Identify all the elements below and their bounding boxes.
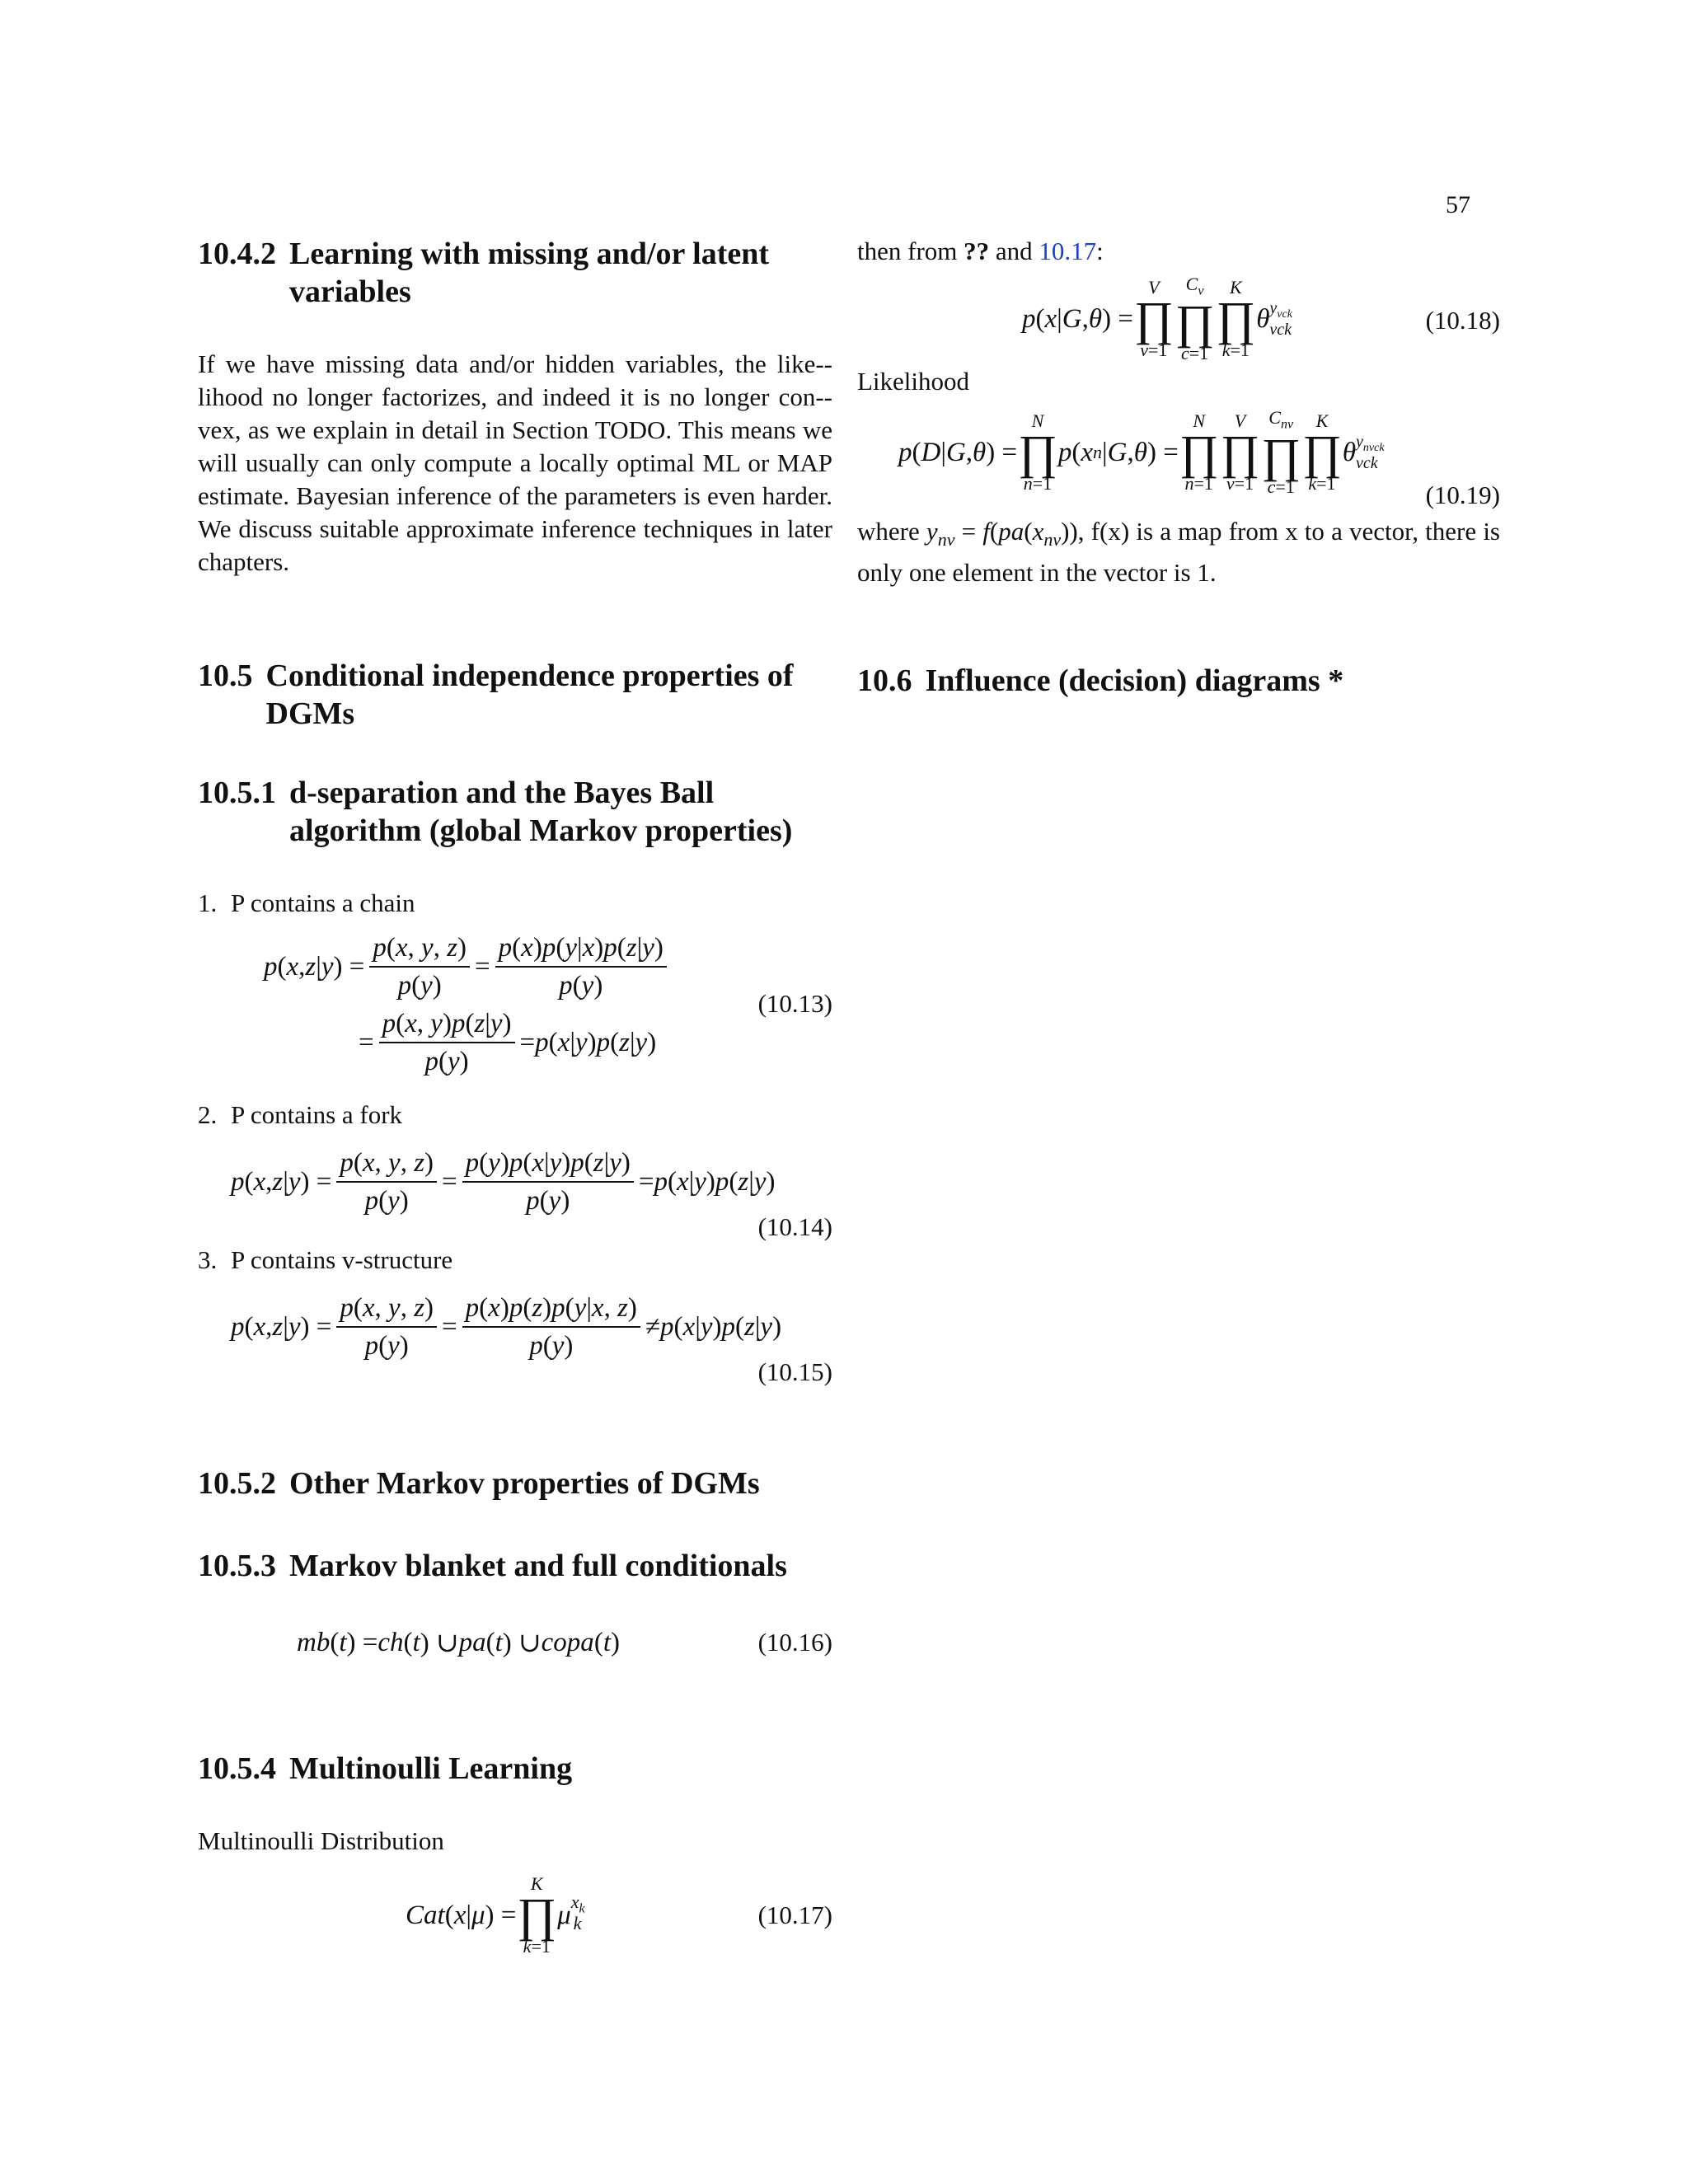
equation-10-15: p ( x , z | y ) = $\frac{p(x, y, z)}{p(y)}$ = $\frac{p(x)p(z)p(y|x, z)}{p(y)}$ ≠ p ( x | y ) p ( z | y ) (10.15) bbox=[231, 1293, 832, 1386]
section-heading-10-5-4 bbox=[198, 1750, 832, 1788]
section-number: 10.6 bbox=[857, 663, 912, 699]
equation-number: (10.14) bbox=[757, 1212, 832, 1241]
multinoulli-label: Multinoulli Distribution bbox=[198, 1826, 444, 1855]
page-number: 57 bbox=[1446, 191, 1470, 218]
equation-10-19: p ( D | G , θ ) = N ∏ n=1 p ( x n | G , θ ) = N ∏ n=1 V ∏ v=1 $C_{nv}$ ∏ c=1 K ∏ k=1 θ $y_{nvck}$ vck (10.19) bbox=[898, 407, 1500, 509]
equation-number: (10.17) bbox=[757, 1900, 832, 1929]
equation-10-16: mb ( t ) = ch ( t ) ∪ pa ( t ) ∪ copa ( t ) (10.16) bbox=[297, 1627, 832, 1658]
section-title: d-separation and the Bayes Ball algorithm (global Markov properties) bbox=[289, 776, 793, 848]
section-title: Multinoulli Learning bbox=[289, 1751, 573, 1786]
list-text: P contains a fork bbox=[231, 1100, 403, 1129]
equation-link-10-17[interactable]: 10.17 bbox=[1039, 237, 1097, 265]
equation-number: (10.16) bbox=[757, 1628, 832, 1657]
section-heading-10-5-2 bbox=[198, 1465, 832, 1502]
equation-number: (10.18) bbox=[1425, 306, 1500, 335]
section-number: 10.5.3 bbox=[198, 1549, 276, 1583]
equation-10-17: Cat ( x | μ ) = K ∏ k=1 μ $^{x_k}$ $_k$ (10.17) bbox=[406, 1873, 832, 1957]
section-heading-10-5-1 bbox=[198, 774, 832, 850]
section-heading-10-5 bbox=[198, 657, 832, 733]
list-item-chain bbox=[198, 887, 832, 920]
section-heading-10-4-2 bbox=[198, 235, 832, 311]
equation-number: (10.19) bbox=[1425, 480, 1500, 509]
list-number: 2. bbox=[198, 1100, 218, 1129]
equation-10-13: p ( x , z | y ) = $\frac{p(x, y, z)}{p(y)}$ = $\frac{p(x)p(y|x)p(z|y)}{p(y)}$ = $\frac{p(x, y)p(z|y)}{p(y)}$ = p ( x | y ) p ( z | y ) (10.13) bbox=[264, 933, 832, 1076]
list-number: 1. bbox=[198, 888, 218, 917]
section-title: Markov blanket and full conditionals bbox=[289, 1549, 787, 1583]
list-number: 3. bbox=[198, 1245, 218, 1274]
section-number: 10.5.4 bbox=[198, 1751, 276, 1786]
list-text: P contains a chain bbox=[231, 888, 415, 917]
paragraph-where: where $y_{nv} = f(pa(x_{nv}))$, f(x) is a map from x to a vector, there is only one element in the vector is 1. bbox=[857, 517, 1500, 588]
list-item-v-structure bbox=[198, 1244, 832, 1277]
equation-number: (10.15) bbox=[757, 1357, 832, 1386]
section-title: Other Markov properties of DGMs bbox=[289, 1466, 760, 1501]
left-column bbox=[198, 235, 832, 1965]
paragraph-missing-data: If we have missing data and/or hidden variables, the like-lihood no longer factorizes, and indeed it is no longer con-vex, as we explain in detail in Section TODO. This means we will usually can only compute a locally optimal ML or MAP estimate. Bayesian inference of the parameters is even harder. We discuss suitable approximate inference techniques in later chapters. bbox=[198, 349, 832, 576]
section-number: 10.4.2 bbox=[198, 237, 276, 271]
list-item-fork bbox=[198, 1099, 832, 1132]
missing-ref: ?? bbox=[964, 237, 990, 265]
equation-10-18: p ( x | G , θ ) = V ∏ v=1 $C_v$ ∏ c=1 K ∏ k=1 θ $y_{vck}$ vck (10.18) bbox=[1022, 274, 1500, 364]
section-title: Influence (decision) diagrams * bbox=[925, 663, 1344, 699]
equation-number: (10.13) bbox=[757, 989, 832, 1018]
likelihood-label: Likelihood bbox=[857, 367, 970, 396]
section-heading-10-5-3 bbox=[198, 1547, 832, 1585]
section-heading-10-6 bbox=[857, 662, 1500, 700]
section-number: 10.5.2 bbox=[198, 1466, 276, 1501]
right-column bbox=[857, 235, 1500, 700]
section-number: 10.5 bbox=[198, 658, 253, 693]
section-title: Conditional independence properties of DGMs bbox=[265, 658, 794, 731]
section-number: 10.5.1 bbox=[198, 776, 276, 810]
section-title: Learning with missing and/or latent variables bbox=[289, 237, 770, 309]
list-text: P contains v-structure bbox=[231, 1245, 453, 1274]
then-from-line: then from ?? and 10.17: bbox=[857, 237, 1104, 265]
equation-10-14: p ( x , z | y ) = $\frac{p(x, y, z)}{p(y)}$ = $\frac{p(y)p(x|y)p(z|y)}{p(y)}$ = p ( x | y ) p ( z | y ) (10.14) bbox=[231, 1148, 832, 1241]
